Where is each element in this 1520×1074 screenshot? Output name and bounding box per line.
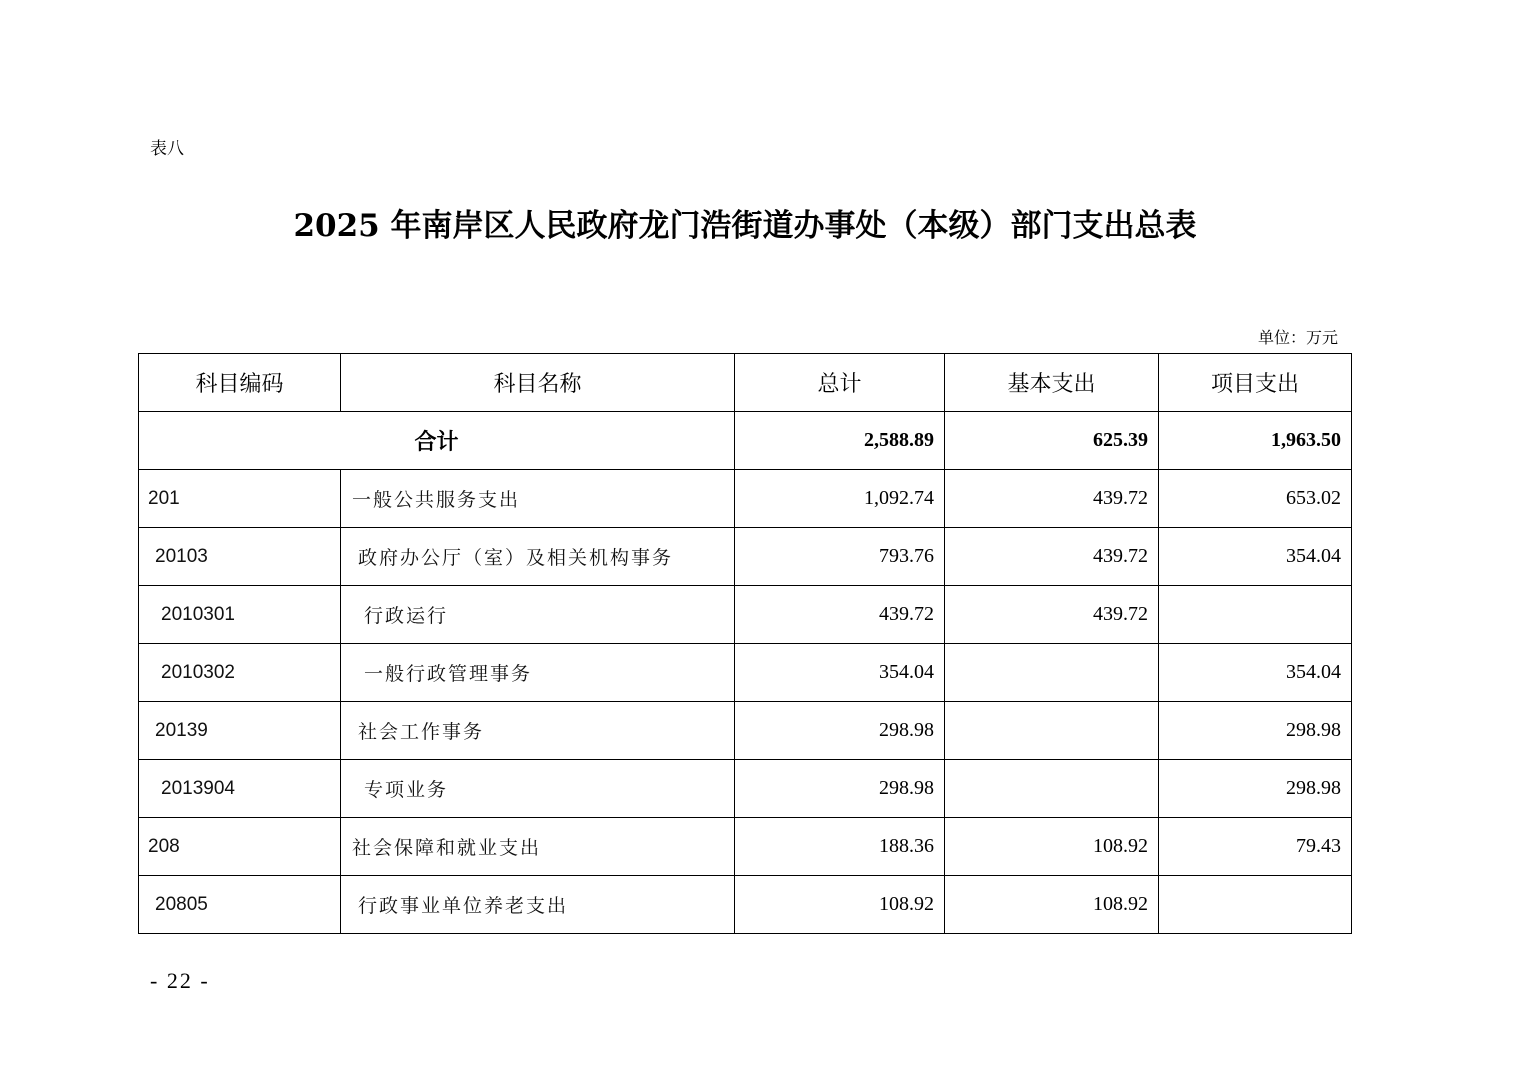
- header-project: 项目支出: [1159, 354, 1352, 412]
- row-project: [1159, 586, 1352, 644]
- expenditure-table: [138, 353, 1352, 934]
- row-name: 行政事业单位养老支出: [341, 876, 735, 934]
- row-name: 社会工作事务: [341, 702, 735, 760]
- row-name: 一般行政管理事务: [341, 644, 735, 702]
- row-basic: 439.72: [945, 586, 1159, 644]
- row-project: 653.02: [1159, 470, 1352, 528]
- row-code: 208: [139, 818, 341, 876]
- document-title: 2025 年南岸区人民政府龙门浩街道办事处（本级）部门支出总表: [293, 208, 1197, 244]
- row-basic: [945, 644, 1159, 702]
- row-code: 20139: [139, 702, 341, 760]
- row-code: 2010302: [139, 644, 341, 702]
- row-total: 298.98: [735, 702, 945, 760]
- row-code: 2010301: [139, 586, 341, 644]
- row-project: 354.04: [1159, 644, 1352, 702]
- row-basic: 108.92: [945, 876, 1159, 934]
- unit-note: 单位：万元: [1257, 328, 1338, 347]
- page-number: - 22 -: [150, 968, 210, 993]
- row-total: 793.76: [735, 528, 945, 586]
- table-row: [139, 702, 1352, 760]
- row-total: 188.36: [735, 818, 945, 876]
- row-basic: 439.72: [945, 528, 1159, 586]
- row-name: 社会保障和就业支出: [341, 818, 735, 876]
- row-total: 1,092.74: [735, 470, 945, 528]
- row-total: 298.98: [735, 760, 945, 818]
- header-code: 科目编码: [139, 354, 341, 412]
- table-row: [139, 528, 1352, 586]
- table-row: [139, 818, 1352, 876]
- row-total: 108.92: [735, 876, 945, 934]
- row-basic: 108.92: [945, 818, 1159, 876]
- table-header-row: [139, 354, 1352, 412]
- table-row: [139, 586, 1352, 644]
- header-basic: 基本支出: [945, 354, 1159, 412]
- row-name: 行政运行: [341, 586, 735, 644]
- row-project: 79.43: [1159, 818, 1352, 876]
- total-label: 合计: [139, 412, 735, 470]
- total-basic: 625.39: [945, 412, 1159, 470]
- row-name: 一般公共服务支出: [341, 470, 735, 528]
- row-code: 2013904: [139, 760, 341, 818]
- row-code: 20103: [139, 528, 341, 586]
- row-total: 439.72: [735, 586, 945, 644]
- row-basic: 439.72: [945, 470, 1159, 528]
- header-name: 科目名称: [341, 354, 735, 412]
- table-label: 表八: [150, 139, 184, 159]
- row-name: 专项业务: [341, 760, 735, 818]
- total-total: 2,588.89: [735, 412, 945, 470]
- row-project: 354.04: [1159, 528, 1352, 586]
- header-total: 总计: [735, 354, 945, 412]
- table-row: [139, 644, 1352, 702]
- total-row: [139, 412, 1352, 470]
- row-code: 20805: [139, 876, 341, 934]
- row-total: 354.04: [735, 644, 945, 702]
- row-basic: [945, 702, 1159, 760]
- row-project: 298.98: [1159, 760, 1352, 818]
- table-row: [139, 760, 1352, 818]
- table-row: [139, 470, 1352, 528]
- total-project: 1,963.50: [1159, 412, 1352, 470]
- table-row: [139, 876, 1352, 934]
- row-project: 298.98: [1159, 702, 1352, 760]
- row-basic: [945, 760, 1159, 818]
- row-project: [1159, 876, 1352, 934]
- row-code: 201: [139, 470, 341, 528]
- row-name: 政府办公厅（室）及相关机构事务: [341, 528, 735, 586]
